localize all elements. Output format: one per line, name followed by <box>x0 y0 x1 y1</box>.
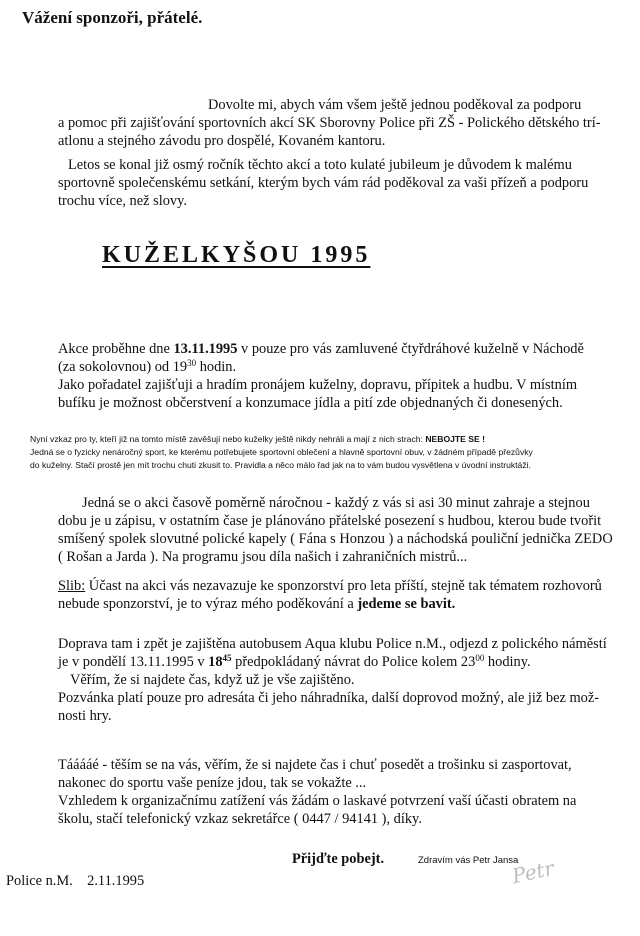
departure-time <box>208 654 231 670</box>
note-paragraph <box>30 433 533 472</box>
text-line: Doprava tam i zpět je zajištěna autobusem Aqua klubu Police n.M., odjezd z polického náměstí <box>58 636 607 652</box>
text-line: Jako pořadatel zajišťuji a hradím pronájem kuželny, dopravu, přípitek a hudbu. V místním <box>58 377 578 393</box>
text-line: školu, stačí telefonický vzkaz sekretářce ( 0447 / 94141 ), díky. <box>58 811 422 827</box>
promise-emphasis: jedeme se bavit. <box>357 596 456 612</box>
text-line: nakonec do sportu vaše peníze jdou, tak se vokažte ... <box>58 775 367 791</box>
text-line <box>58 577 602 595</box>
intro-paragraph-1 <box>58 96 601 150</box>
text-line: ( Rošan a Jarda ). Na programu jsou díla našich i zahraničních mistrů... <box>58 549 468 565</box>
text-line <box>58 340 584 358</box>
text-span: Účast na akci vás nezavazuje ke sponzorství pro leta příští, stejně tak tématem rozhovorů <box>85 578 602 594</box>
intro-paragraph-2 <box>58 156 588 210</box>
handwritten-signature: Petr <box>509 855 557 889</box>
text-line: Pozvánka platí pouze pro adresáta či jeho náhradníka, další doprovod možný, ale již bez mož- <box>58 690 600 706</box>
promise-label: Slib: <box>58 578 86 594</box>
regards-signoff: Zdravím vás Petr Jansa <box>418 855 519 866</box>
text-line: Jedná se o akci časově poměrně náročnou - každý z vás si asi 30 minut zahraje a stejnou <box>82 495 590 511</box>
text-span: je v pondělí 13.11.1995 v <box>58 654 209 670</box>
text-line: Jedná se o fyzicky nenáročný sport, ke kterému potřebujete sportovní oblečení a hlavně sportovní obuv, v žádném případě přezůvky <box>30 447 533 457</box>
program-paragraph <box>58 494 613 566</box>
text-span: Akce proběhne dne <box>58 341 174 357</box>
promise-paragraph <box>58 577 602 613</box>
text-line: smíšený spolek slovutné polické kapely ( Fána s Honzou ) a náchodská pouliční jednička ZEDO <box>58 531 613 547</box>
superscript: 00 <box>475 653 485 663</box>
superscript: 30 <box>187 358 197 368</box>
invitation-closing: Přijďte pobejt. <box>292 851 385 867</box>
text-span: hodiny. <box>484 654 531 670</box>
text-line <box>30 433 533 446</box>
text-line: a pomoc při zajišťování sportovních akcí SK Sborovny Police při ZŠ - Polického dětského trí- <box>58 115 601 131</box>
text-line <box>58 358 584 376</box>
text-line: Letos se konal již osmý ročník těchto akcí a toto kulaté jubileum je důvodem k malému <box>68 157 572 173</box>
event-title: KUŽELKYŠOU 1995 <box>102 242 371 268</box>
text-line: atlonu a stejného závodu pro dospělé, Kovaném kantoru. <box>58 133 386 149</box>
transport-paragraph <box>58 635 607 725</box>
text-line: Věřím, že si najdete čas, když už je vše zajištěno. <box>70 672 355 688</box>
text-span: nebude sponzorství, je to výraz mého poděkování a <box>58 596 358 612</box>
note-emphasis: NEBOJTE SE ! <box>425 434 486 444</box>
text-span: (za sokolovnou) od 19 <box>58 359 188 375</box>
text-line: Vzhledem k organizačnímu zatížení vás žádám o laskavé potvrzení vaší účasti obratem na <box>58 793 577 809</box>
text-line: trochu více, než slovy. <box>58 193 187 209</box>
place-and-date: Police n.M. 2.11.1995 <box>6 873 145 889</box>
text-span: hodin. <box>196 359 237 375</box>
event-details <box>58 340 584 412</box>
superscript: 45 <box>222 653 232 663</box>
text-span: 18 <box>208 654 223 670</box>
text-line: sportovně společenskému setkání, kterým bych vám rád poděkoval za vaši přízeň a podporu <box>58 175 589 191</box>
text-line: bufíku je možnost občerstvení a konzumace jídla a pití zde objednaných či donesených. <box>58 395 563 411</box>
text-line: nosti hry. <box>58 708 112 724</box>
text-span: v pouze pro vás zamluvené čtyřdráhové kuželně v Náchodě <box>237 341 584 357</box>
event-date: 13.11.1995 <box>173 341 238 357</box>
closing-paragraph <box>58 756 576 828</box>
text-line <box>58 595 602 613</box>
text-line: do kuželny. Stačí prostě jen mít trochu chuti zkusit to. Pravidla a něco málo řad jak na to vám budou vysvětlena v úvodní instruktáži. <box>30 460 531 470</box>
text-line <box>58 653 607 671</box>
text-line: Tááááé - těším se na vás, věřím, že si najdete čas i chuť posedět a trošinku si zasportovat, <box>58 757 572 773</box>
greeting: Vážení sponzoři, přátelé. <box>22 8 203 27</box>
text-line: Dovolte mi, abych vám všem ještě jednou poděkoval za podporu <box>208 97 582 113</box>
text-span: předpokládaný návrat do Police kolem 23 <box>231 654 476 670</box>
text-line: dobu je u zápisu, v ostatním čase je plánováno přátelské posezení s hudbou, kterou bude tvořit <box>58 513 602 529</box>
text-span: Nyní vzkaz pro ty, kteří již na tomto místě zavěšují nebo kuželky ještě nikdy nehráli a mají z nich strach: <box>30 434 426 444</box>
